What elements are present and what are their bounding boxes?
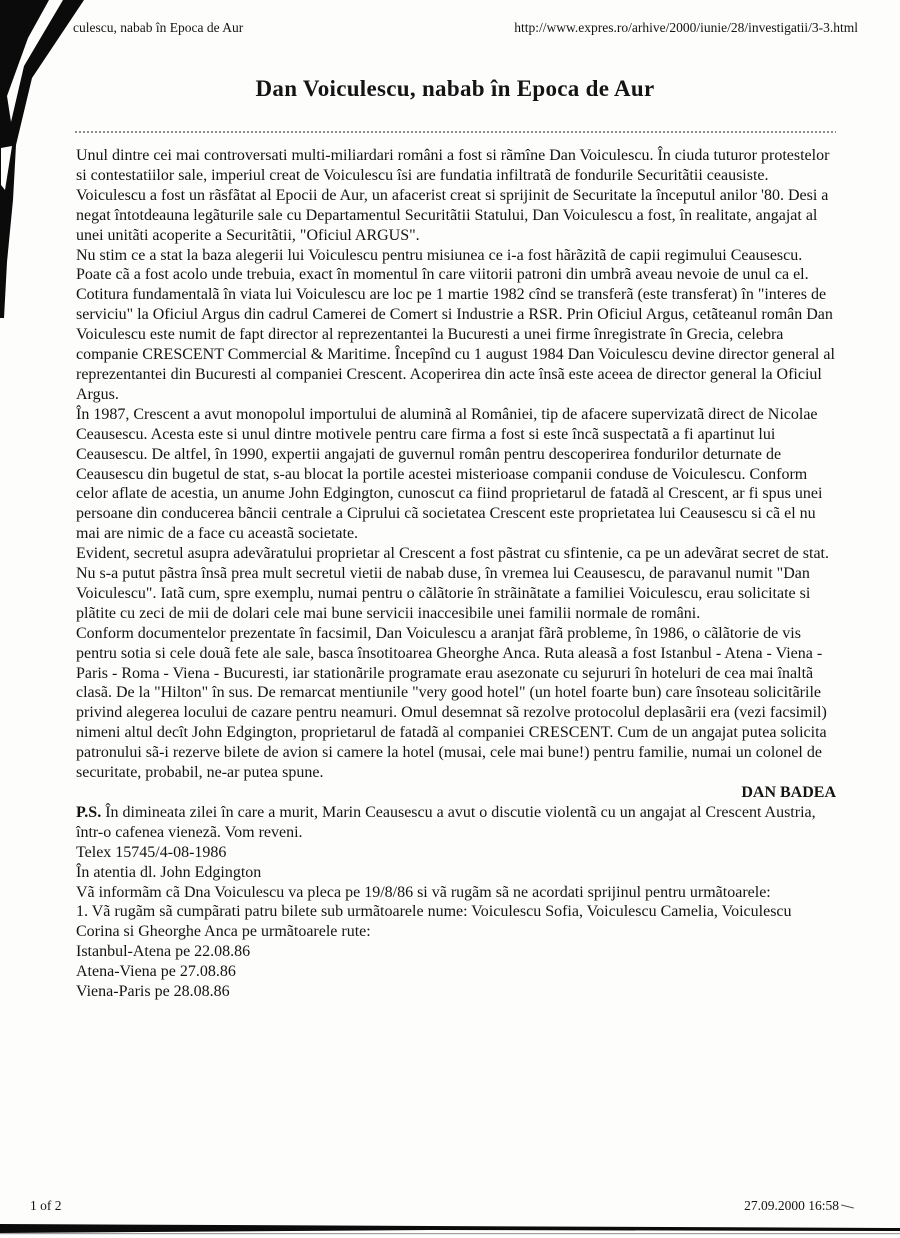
telex-line: Atena-Viena pe 27.08.86 bbox=[76, 963, 236, 981]
pen-mark bbox=[841, 1205, 854, 1209]
postscript-label: P.S. bbox=[76, 803, 102, 821]
article-paragraph: Evident, secretul asupra adevãratului proprietar al Crescent a fost pãstrat cu sfintenie, ca pe un adevãrat secret de stat. Nu s-a putut pãstra însã prea mult secretul vietii de nabab duse, în vremea lui Ceausescu, de paravanul numit "Dan Voiculescu". Iatã cum, spre exemplu, numai pentru o cãlãtorie în strãinãtate a familiei Voiculescu, erau solicitate si plãtite cu zeci de mii de dolari cele mai bune servicii inaccesibile unei familii normale de români. bbox=[76, 545, 829, 622]
title-divider bbox=[75, 131, 836, 133]
header-running-title: culescu, nabab în Epoca de Aur bbox=[73, 20, 244, 35]
article-paragraph: În 1987, Crescent a avut monopolul importului de aluminã al României, tip de afacere supervizatã direct de Nicolae Ceausescu. Acesta este si unul dintre motivele pentru care firma a fost si este încã suspectatã a fi apartinut lui Ceausescu. De altfel, în 1990, expertii angajati de guvernul român pentru descoperirea fondurilor deturnate de Ceausescu din bugetul de stat, s-au blocat la portile acestei misterioase companii conduse de Voiculescu. Conform celor aflate de acestia, un anume John Edgington, cunoscut ca fiind proprietarul de fatadã al Crescent, ar fi spus unei persoane din conducerea bãncii centrale a Ciprului cã societatea Crescent este proprietatea lui Ceausescu si cã el nu mai are nimic de a face cu aceastã societate. bbox=[76, 405, 823, 543]
telex-line: Istanbul-Atena pe 22.08.86 bbox=[76, 943, 251, 961]
article-paragraph: Conform documentelor prezentate în facsimil, Dan Voiculescu a aranjat fãrã probleme, în 1986, o cãlãtorie de vis pentru sotia si cele douã fete ale sale, basca însotitoarea Gheorghe Anca. Ruta aleasã a fost Istanbul - Atena - Viena - Paris - Roma - Viena - Bucuresti, iar stationãrile programate erau asezonate cu sejururi în hoteluri de cea mai înaltã clasã. De la "Hilton" în sus. De remarcat mentiunile "very good hotel" (un hotel foarte bun) care însoteau solicitãrile privind alegerea locului de cazare pentru neamuri. Omul desemnat sã rezolve protocolul deplasãrii era (vezi facsimil) nimeni altul decît John Edgington, proprietarul de fatadã al companiei CRESCENT. Cum de un angajat putea solicita patronului sã-i rezerve bilete de avion si camere la hotel (musai, cele mai bune!) pentru familie, numai un colonel de securitate, probabil, ne-ar putea spune. bbox=[76, 624, 827, 782]
bottom-scan-artifact bbox=[0, 1221, 900, 1237]
page-number: 1 of 2 bbox=[30, 1198, 62, 1213]
telex-line: Telex 15745/4-08-1986 bbox=[76, 843, 227, 861]
print-header bbox=[73, 20, 858, 36]
print-timestamp: 27.09.2000 16:58 bbox=[744, 1198, 839, 1213]
header-url: http://www.expres.ro/arhive/2000/iunie/28/investigatii/3-3.html bbox=[514, 20, 858, 35]
article-body bbox=[76, 146, 836, 1002]
postscript-paragraph bbox=[76, 803, 836, 843]
telex-line: Vã informãm cã Dna Voiculescu va pleca pe 19/8/86 si vã rugãm sã ne acordati sprijinul pentru urmãtoarele: bbox=[76, 883, 771, 901]
article-byline: DAN BADEA bbox=[741, 784, 836, 801]
article-title: Dan Voiculescu, nabab în Epoca de Aur bbox=[255, 76, 655, 101]
telex-line: Viena-Paris pe 28.08.86 bbox=[76, 983, 230, 1001]
article-paragraph: Unul dintre cei mai controversati multi-miliardari români a fost si rãmîne Dan Voiculescu. În ciuda tuturor protestelor si contestatiilor sale, imperiul creat de Voiculescu îsi are fundatia infiltratã de fondurile Securitãtii ceausiste. Voiculescu a fost un rãsfãtat al Epocii de Aur, un afacerist creat si sprijinit de Securitate la începutul anilor '80. Desi a negat întotdeauna legãturile sale cu Departamentul Securitãtii Statului, Dan Voiculescu a fost, în realitate, angajat al unei unitãti acoperite a Securitãtii, "Oficiul ARGUS". bbox=[76, 147, 830, 244]
telex-line: În atentia dl. John Edgington bbox=[76, 863, 262, 881]
postscript-intro: În dimineata zilei în care a murit, Marin Ceausescu a avut o discutie violentã cu un angajat al Crescent Austria, într-o cafenea vienezã. Vom reveni. bbox=[76, 803, 816, 841]
print-footer-right bbox=[744, 1198, 854, 1214]
telex-line: 1. Vã rugãm sã cumpãrati patru bilete sub urmãtoarele nume: Voiculescu Sofia, Voiculescu Camelia, Voiculescu Corina si Gheorghe Anca pe urmãtoarele rute: bbox=[76, 903, 792, 941]
article-paragraph: Nu stim ce a stat la baza alegerii lui Voiculescu pentru misiunea ce i-a fost hãrãzitã de capii regimului Ceausescu. Poate cã a fost acolo unde trebuia, exact în momentul în care viitorii patroni din umbrã aveau nevoie de unul ca el. Cotitura fundamentalã în viata lui Voiculescu are loc pe 1 martie 1982 cînd se transferã (este transferat) în "interes de serviciu" la Oficiul Argus din cadrul Camerei de Comert si Industrie a RSR. Prin Oficiul Argus, cetãteanul român Dan Voiculescu este numit de fapt director al reprezentantei la Bucuresti a unei firme înregistrate în Grecia, celebra companie CRESCENT Commercial & Maritime. Începînd cu 1 august 1984 Dan Voiculescu devine director general al reprezentantei din Bucuresti al companiei Crescent. Acoperirea din acte însã este aceea de director general la Oficiul Argus. bbox=[76, 246, 835, 403]
